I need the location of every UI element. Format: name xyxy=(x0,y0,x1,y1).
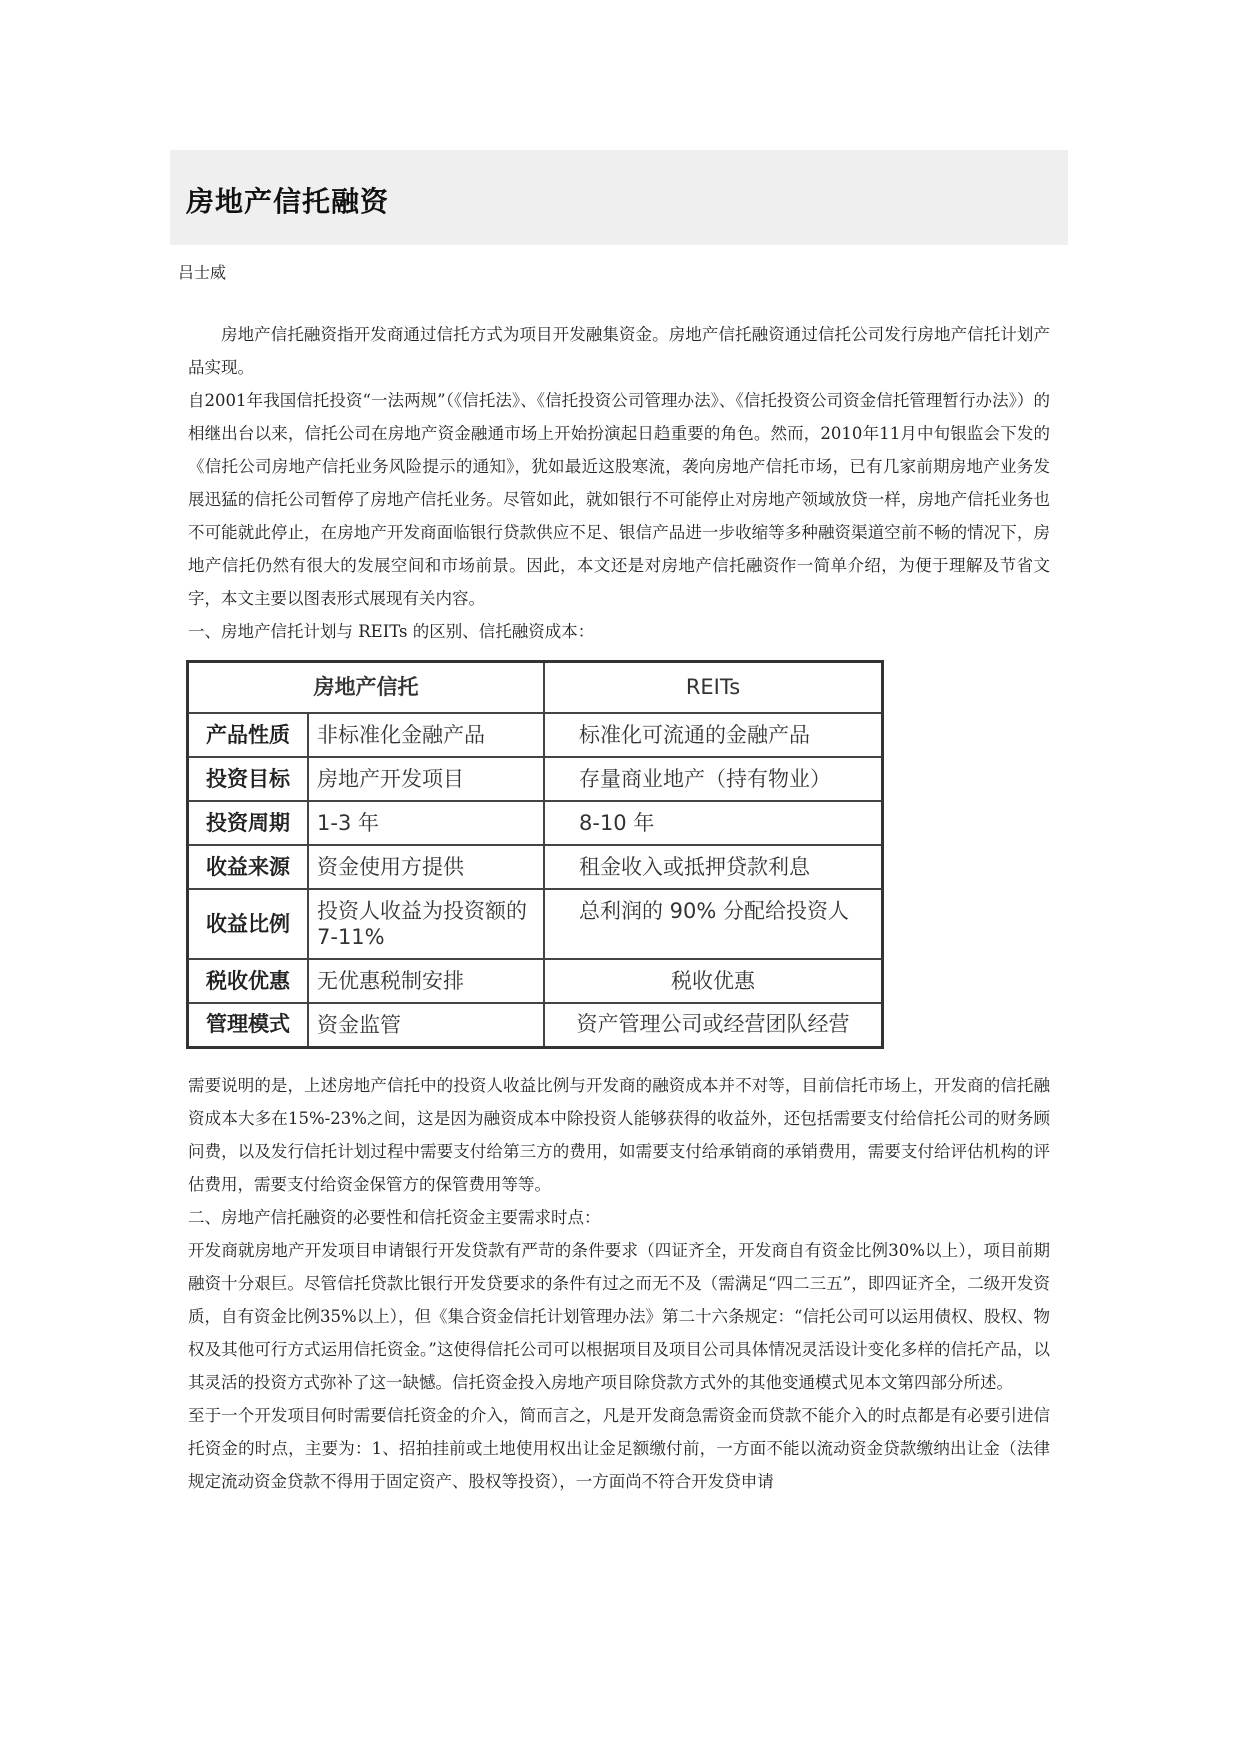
article-body xyxy=(188,318,1050,1498)
row-label: 税收优惠 xyxy=(188,959,309,1003)
table-row xyxy=(188,845,883,889)
trust-cell: 投资人收益为投资额的 7-11% xyxy=(308,889,544,959)
trust-cell: 无优惠税制安排 xyxy=(308,959,544,1003)
table-row xyxy=(188,1003,883,1047)
table-row xyxy=(188,713,883,757)
trust-cell: 资金监管 xyxy=(308,1003,544,1047)
cost-note-paragraph: 需要说明的是，上述房地产信托中的投资人收益比例与开发商的融资成本并不对等，目前信托市场上，开发商的信托融资成本大多在15%-23%之间，这是因为融资成本中除投资人能够获得的收益外，还包括需要支付给信托公司的财务顾问费，以及发行信托计划过程中需要支付给第三方的费用，如需要支付给承销商的承销费用，需要支付给评估机构的评估费用，需要支付给资金保管方的保管费用等等。 xyxy=(188,1075,1050,1194)
reits-cell: 租金收入或抵押贷款利息 xyxy=(544,845,883,889)
timing-paragraph: 至于一个开发项目何时需要信托资金的介入，简而言之，凡是开发商急需资金而贷款不能介入的时点都是有必要引进信托资金的时点，主要为：1、招拍挂前或土地使用权出让金足额缴付前，一方面不能以流动资金贷款缴纳出让金（法律规定流动资金贷款不得用于固定资产、股权等投资），一方面尚不符合开发贷申请 xyxy=(188,1405,1050,1491)
section-heading-2: 二、房地产信托融资的必要性和信托资金主要需求时点： xyxy=(188,1207,601,1227)
row-label: 收益来源 xyxy=(188,845,309,889)
row-label: 产品性质 xyxy=(188,713,309,757)
necessity-paragraph: 开发商就房地产开发项目申请银行开发贷款有严苛的条件要求（四证齐全，开发商自有资金比例30%以上），项目前期融资十分艰巨。尽管信托贷款比银行开发贷要求的条件有过之而无不及（需满足“四二三五”，即四证齐全，二级开发资质，自有资金比例35%以上），但《集合资金信托计划管理办法》第二十六条规定：“信托公司可以运用债权、股权、物权及其他可行方式运用信托资金。”这使得信托公司可以根据项目及项目公司具体情况灵活设计变化多样的信托产品，以其灵活的投资方式弥补了这一缺憾。信托资金投入房地产项目除贷款方式外的其他变通模式见本文第四部分所述。 xyxy=(188,1240,1050,1392)
reits-cell: 存量商业地产（持有物业） xyxy=(544,757,883,801)
trust-cell: 房地产开发项目 xyxy=(308,757,544,801)
table-header-trust: 房地产信托 xyxy=(188,662,545,714)
table-row xyxy=(188,801,883,845)
background-paragraph: 自2001年我国信托投资“一法两规”（《信托法》、《信托投资公司管理办法》、《信托投资公司资金信托管理暂行办法》）的相继出台以来，信托公司在房地产资金融通市场上开始扮演起日趋重要的角色。然而，2010年11月中旬银监会下发的《信托公司房地产信托业务风险提示的通知》，犹如最近这股寒流，袭向房地产信托市场，已有几家前期房地产业务发展迅猛的信托公司暂停了房地产信托业务。尽管如此，就如银行不可能停止对房地产领域放贷一样，房地产信托业务也不可能就此停止，在房地产开发商面临银行贷款供应不足、银信产品进一步收缩等多种融资渠道空前不畅的情况下，房地产信托仍然有很大的发展空间和市场前景。因此，本文还是对房地产信托融资作一简单介绍，为便于理解及节省文字，本文主要以图表形式展现有关内容。 xyxy=(188,391,1050,608)
section-heading-1: 一、房地产信托计划与 REITs 的区别、信托融资成本： xyxy=(188,622,595,641)
reits-cell: 8-10 年 xyxy=(544,801,883,845)
reits-cell: 标准化可流通的金融产品 xyxy=(544,713,883,757)
reits-cell: 资产管理公司或经营团队经营 xyxy=(544,1003,883,1047)
trust-cell: 资金使用方提供 xyxy=(308,845,544,889)
author-name: 吕士威 xyxy=(178,263,227,282)
row-label: 投资周期 xyxy=(188,801,309,845)
comparison-table xyxy=(186,660,884,1049)
row-label: 管理模式 xyxy=(188,1003,309,1047)
reits-cell: 总利润的 90% 分配给投资人 xyxy=(544,889,883,959)
trust-cell: 1-3 年 xyxy=(308,801,544,845)
table-header-reits: REITs xyxy=(544,662,883,714)
table-row xyxy=(188,889,883,959)
row-label: 收益比例 xyxy=(188,889,309,959)
comparison-table-figure xyxy=(186,660,884,1049)
table-row xyxy=(188,959,883,1003)
intro-paragraph: 房地产信托融资指开发商通过信托方式为项目开发融集资金。房地产信托融资通过信托公司发行房地产信托计划产品实现。 xyxy=(188,325,1050,377)
row-label: 投资目标 xyxy=(188,757,309,801)
reits-cell: 税收优惠 xyxy=(544,959,883,1003)
document-title: 房地产信托融资 xyxy=(186,185,390,218)
trust-cell: 非标准化金融产品 xyxy=(308,713,544,757)
title-bar xyxy=(170,150,1068,245)
table-row xyxy=(188,757,883,801)
